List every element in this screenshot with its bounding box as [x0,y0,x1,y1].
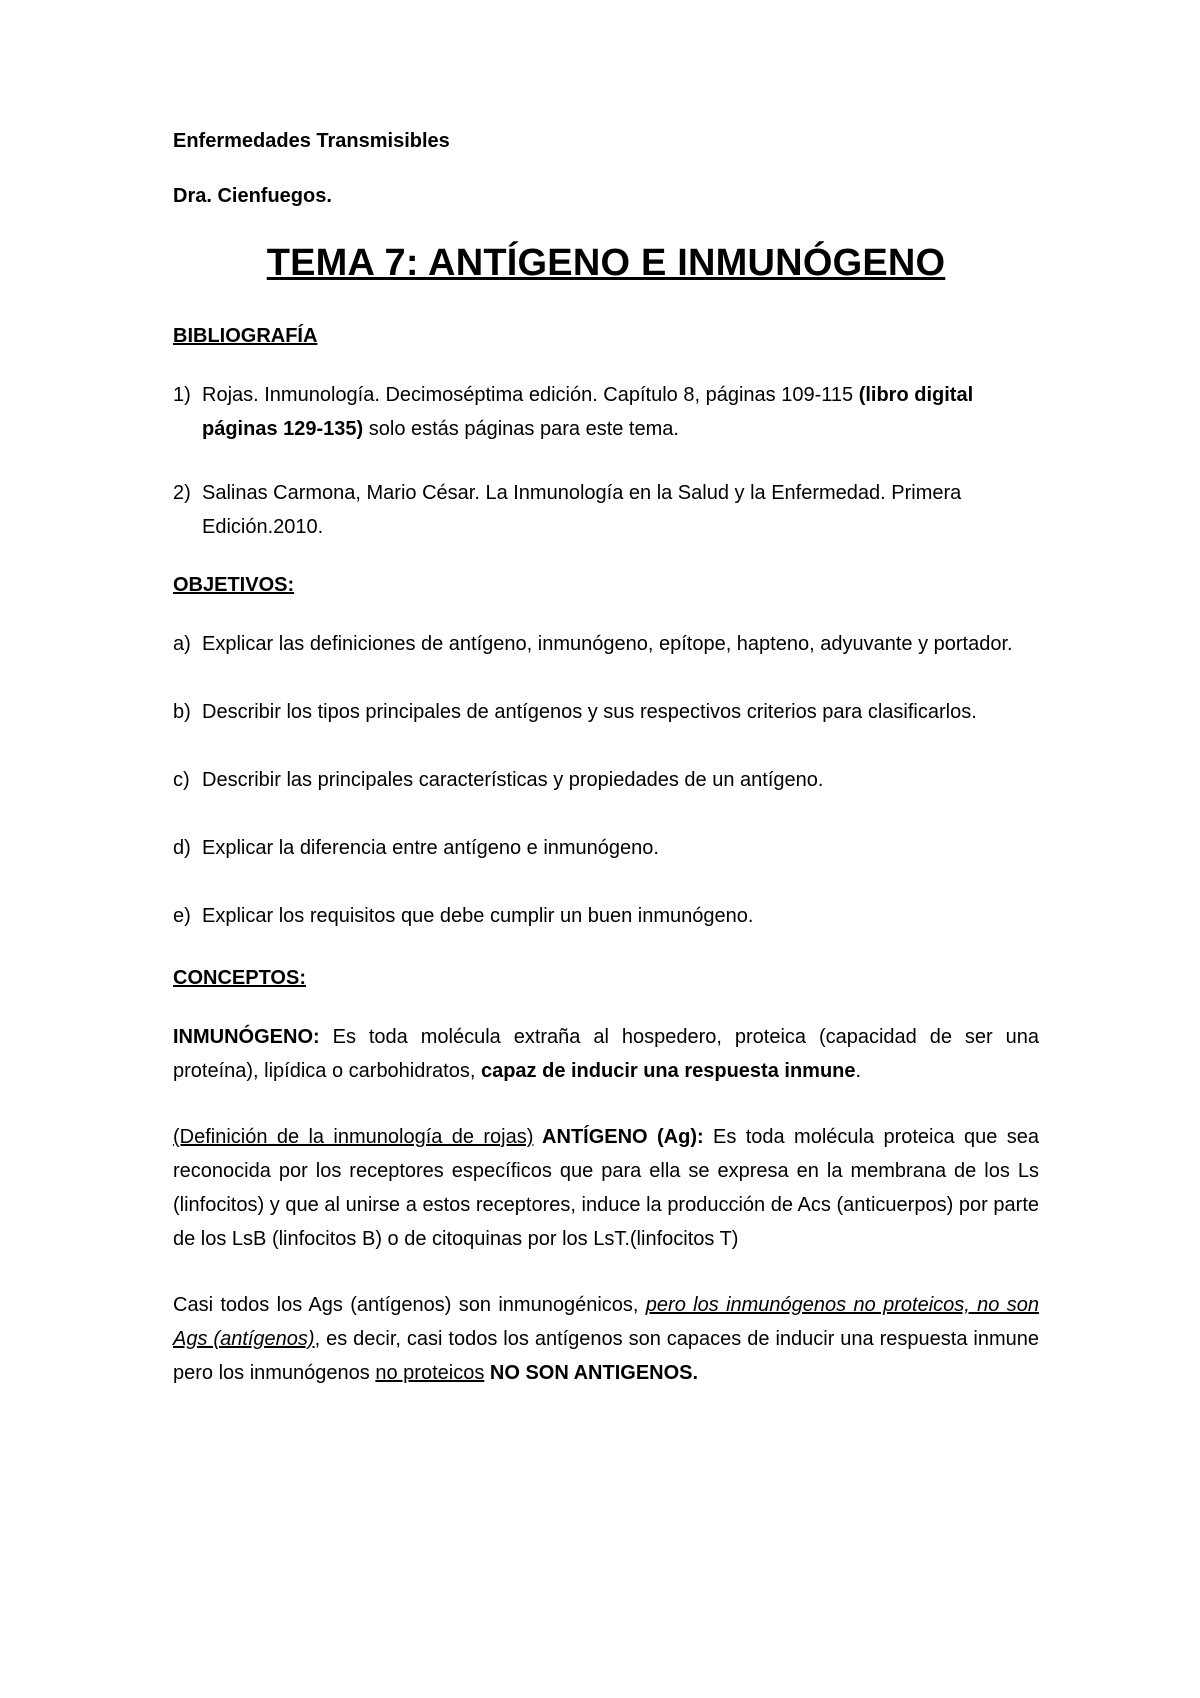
bibliography-item [173,378,1039,446]
bibliography-text [202,378,1039,446]
objective-text: Describir los tipos principales de antígenos y sus respectivos criterios para clasificarlos. [202,701,977,723]
document-page [173,130,1039,1422]
note-conclusion: NO SON ANTIGENOS. [484,1362,699,1384]
antigen-term: ANTÍGENO (Ag): [533,1126,704,1148]
objectives-heading: OBJETIVOS: [173,574,295,596]
note-text: , es decir, casi todos los antígenos son capaces de inducir una respuesta inmune pero los inmunógenos [173,1328,1039,1384]
document-title: TEMA 7: ANTÍGENO E INMUNÓGENO [266,242,946,284]
note-text: Casi todos los Ags (antígenos) son inmunogénicos, [173,1294,646,1316]
list-marker: c) [173,769,190,791]
note-emphasis: pero los inmunógenos no proteicos, no son Ags (antígenos) [173,1294,1039,1350]
objective-item [173,899,1039,933]
immunogen-term: INMUNÓGENO: [173,1026,320,1048]
note-underline: no proteicos [375,1362,485,1384]
objective-item [173,763,1039,797]
bibliography-text-part: Rojas. Inmunología. Decimoséptima edición. Capítulo 8, páginas 109-115 [202,384,859,406]
objective-text: Explicar las definiciones de antígeno, inmunógeno, epítope, hapteno, adyuvante y portador. [202,633,1013,655]
objective-text: Explicar los requisitos que debe cumplir un buen inmunógeno. [202,905,754,927]
definition-text: Es toda molécula extraña al hospedero, proteica (capacidad de ser una proteína), lipídica o carbohidratos, [173,1026,1039,1082]
antigen-definition [173,1120,1039,1256]
objective-item [173,695,1039,729]
list-marker: e) [173,905,191,927]
objectives-section [173,574,1039,933]
definition-emphasis: capaz de inducir una respuesta inmune [480,1060,856,1082]
immunogen-definition [173,1020,1039,1088]
bibliography-item [173,476,1039,544]
bibliography-list [173,378,1039,544]
objective-text: Explicar la diferencia entre antígeno e inmunógeno. [202,837,659,859]
objective-item [173,627,1039,661]
list-marker: 1) [173,384,191,406]
course-name: Enfermedades Transmisibles [173,130,450,152]
list-marker: a) [173,633,191,655]
list-marker: d) [173,837,191,859]
bibliography-digital-pages: (libro digital páginas 129-135) [202,384,974,440]
bibliography-section [173,325,1039,544]
antigen-source: (Definición de la inmunología de rojas) [173,1126,534,1148]
concepts-heading: CONCEPTOS: [173,967,306,989]
list-marker: 2) [173,482,191,504]
definition-text: Es toda molécula proteica que sea reconocida por los receptores específicos que para ella se expresa en la membrana de los Ls (linfocitos) y que al unirse a estos receptores, induce la producción de Acs (anticuerpos) por parte de los LsB (linfocitos B) o de citoquinas por los LsT.(linfocitos T) [173,1126,1039,1250]
antigen-note [173,1288,1039,1390]
concepts-section [173,967,1039,1390]
doctor-name: Dra. Cienfuegos. [173,185,332,207]
bibliography-heading: BIBLIOGRAFÍA [173,325,318,347]
objective-item [173,831,1039,865]
bibliography-text-part: solo estás páginas para este tema. [363,418,679,440]
objectives-list [173,627,1039,933]
list-marker: b) [173,701,191,723]
objective-text: Describir las principales características y propiedades de un antígeno. [202,769,824,791]
bibliography-text: Salinas Carmona, Mario César. La Inmunología en la Salud y la Enfermedad. Primera Edición.2010. [202,482,962,538]
definition-text: . [855,1060,862,1082]
